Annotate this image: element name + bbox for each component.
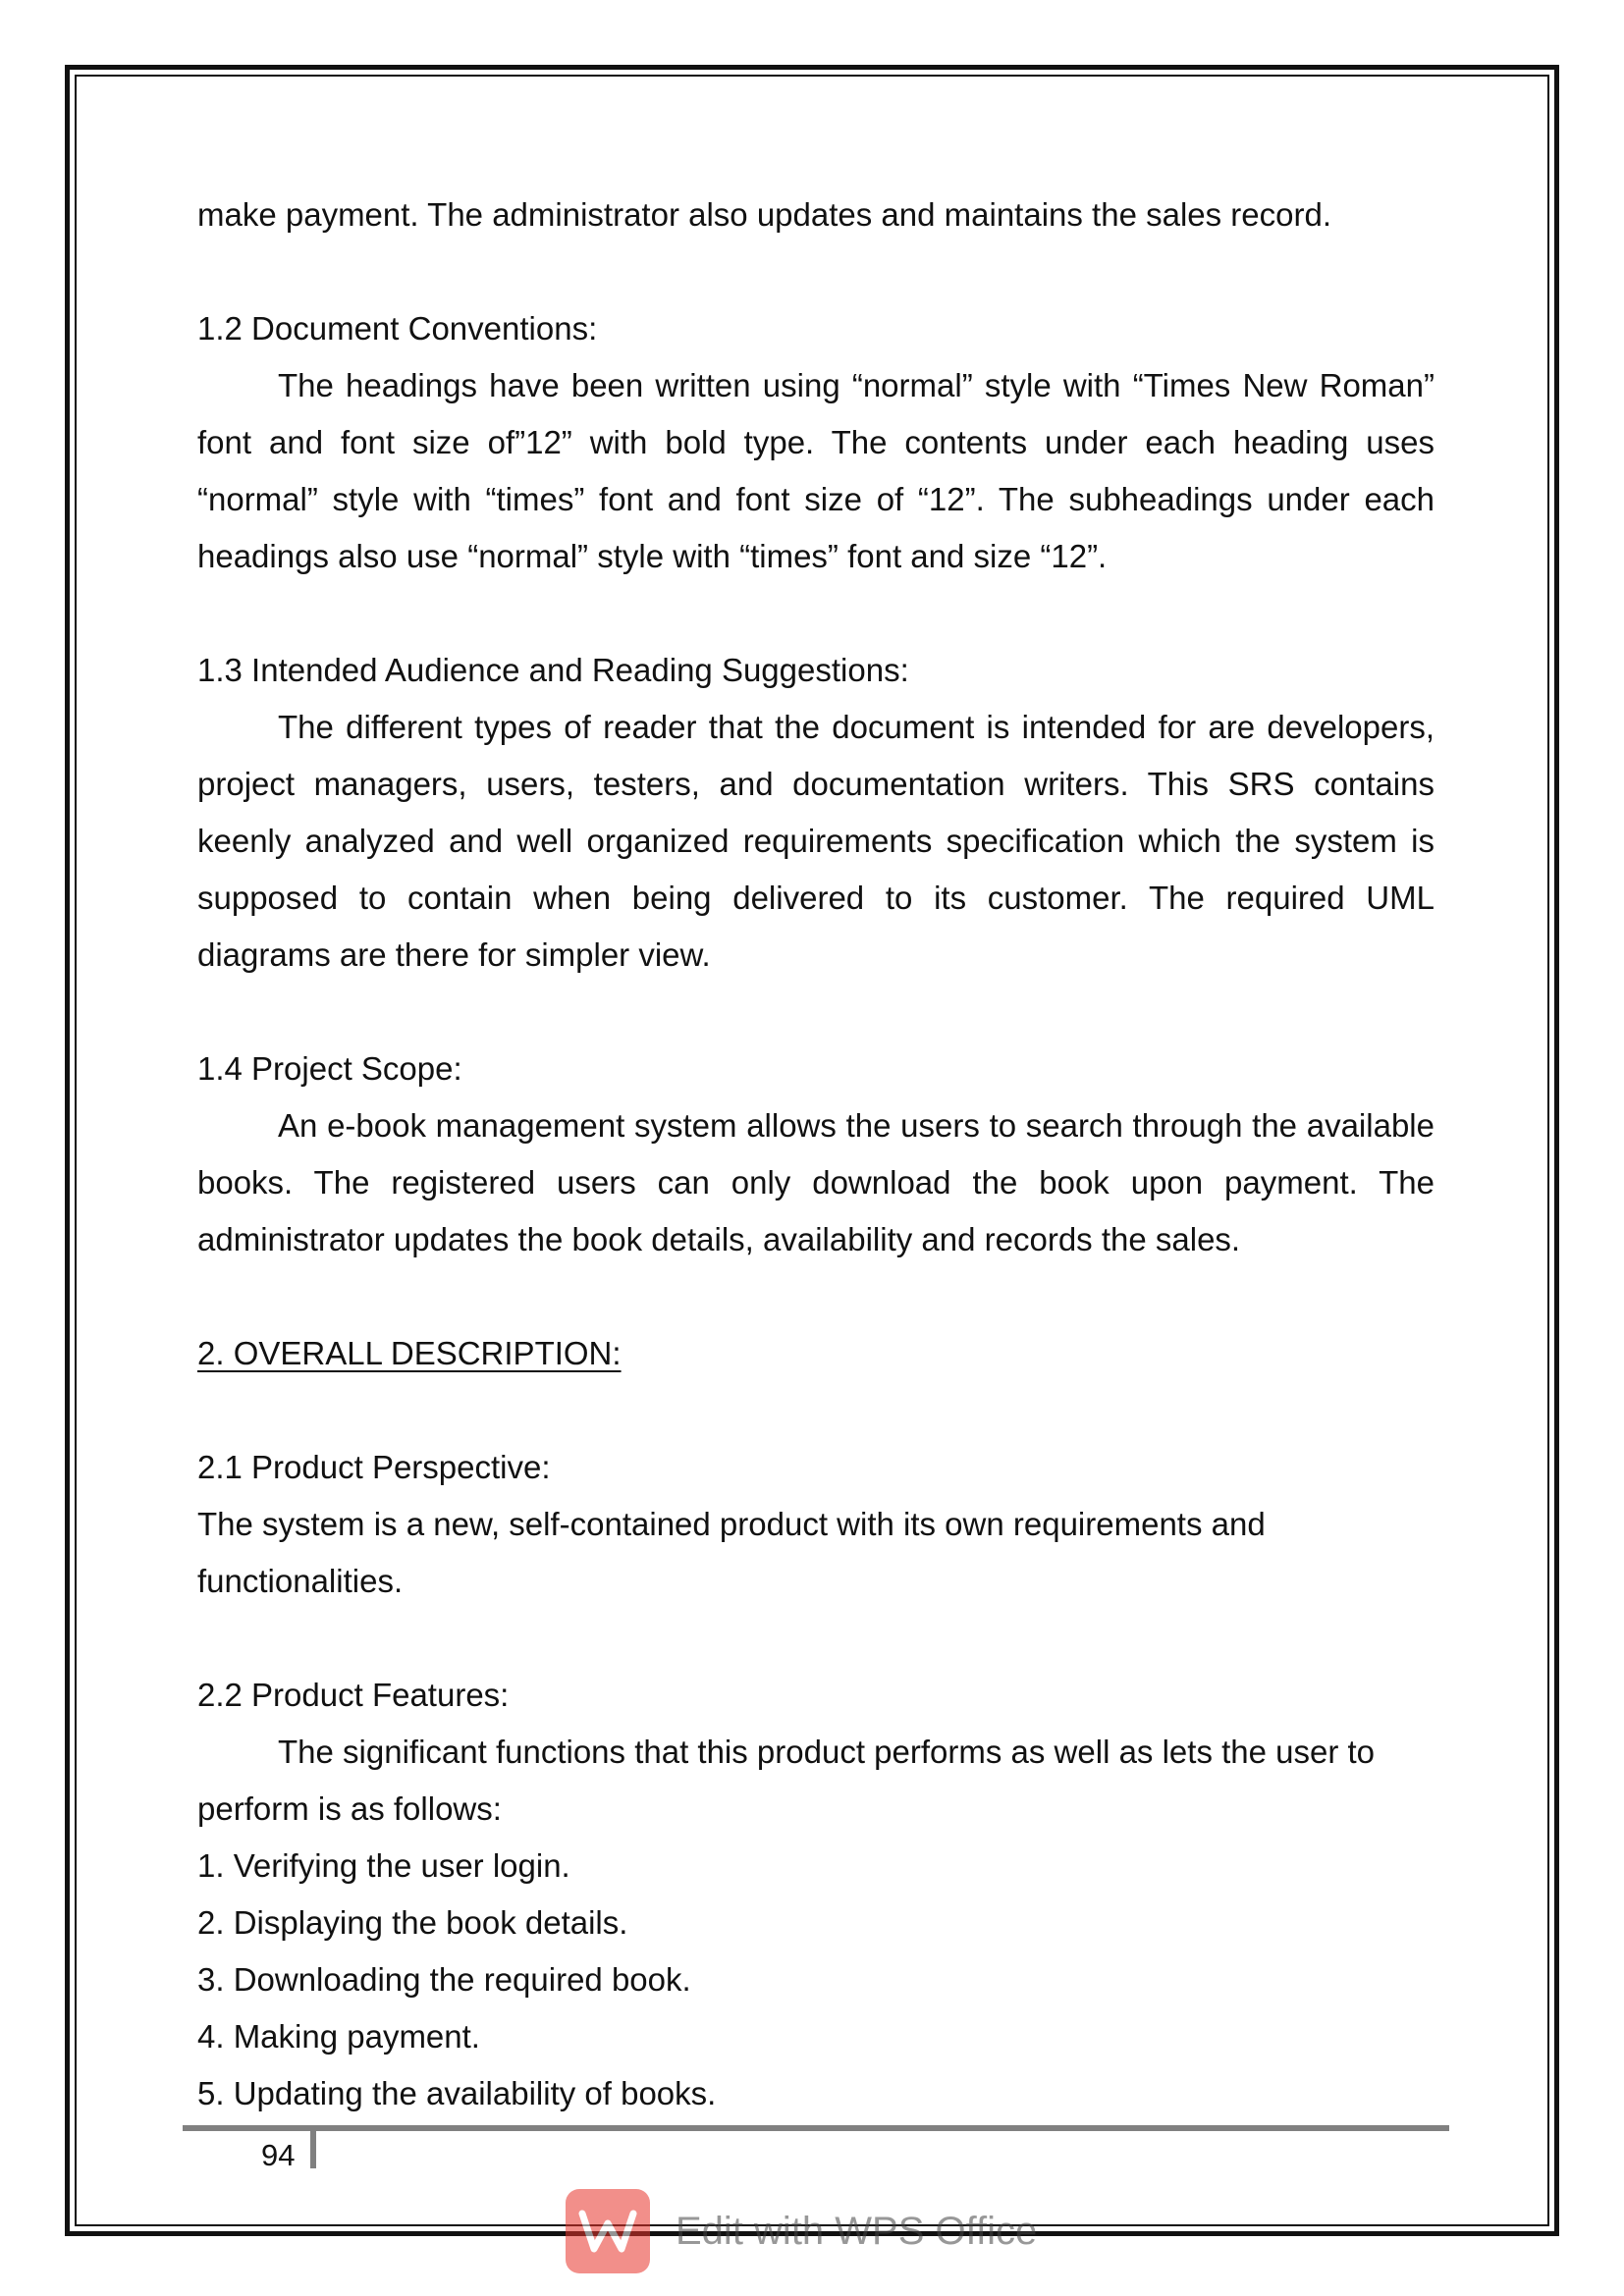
footer-rule <box>183 2125 1449 2131</box>
paragraph-project-scope: An e-book management system allows the users to search through the available books. The registered users can only download the book upon payment. The administrator updates the book details, availability and records the sales. <box>197 1107 1435 1257</box>
list-item: 5. Updating the availability of books. <box>197 2075 717 2111</box>
feature-list <box>197 1838 1435 2122</box>
page-number: 94 <box>261 2138 296 2172</box>
heading-product-features: 2.2 Product Features: <box>197 1677 510 1713</box>
list-item: 3. Downloading the required book. <box>197 1961 691 1998</box>
list-item: 1. Verifying the user login. <box>197 1847 570 1884</box>
paragraph-continuation: make payment. The administrator also updates and maintains the sales record. <box>197 196 1331 233</box>
paragraph-product-perspective: The system is a new, self-contained product with its own requirements and functionalities. <box>197 1506 1266 1599</box>
heading-overall-description: 2. OVERALL DESCRIPTION: <box>197 1335 622 1371</box>
heading-project-scope: 1.4 Project Scope: <box>197 1050 462 1087</box>
heading-product-perspective: 2.1 Product Perspective: <box>197 1449 551 1485</box>
heading-intended-audience: 1.3 Intended Audience and Reading Suggestions: <box>197 652 909 688</box>
paragraph-document-conventions: The headings have been written using “normal” style with “Times New Roman” font and font size of”12” with bold type. The contents under each heading uses “normal” style with “times” font and font size of “12”. The subheadings under each headings also use “normal” style with “times” font and size “12”. <box>197 367 1435 574</box>
wps-watermark[interactable] <box>566 2189 1037 2273</box>
paragraph-intended-audience: The different types of reader that the document is intended for are developers, project managers, users, testers, and documentation writers. This SRS contains keenly analyzed and well organized requirements specification which the system is supposed to contain when being delivered to its customer. The required UML diagrams are there for simpler view. <box>197 709 1435 973</box>
page-number-divider <box>310 2131 316 2168</box>
wps-watermark-text: Edit with WPS Office <box>676 2209 1038 2253</box>
wps-logo-icon <box>566 2189 650 2273</box>
list-item: 2. Displaying the book details. <box>197 1904 628 1941</box>
heading-document-conventions: 1.2 Document Conventions: <box>197 310 598 347</box>
paragraph-product-features: The significant functions that this product performs as well as lets the user to perform is as follows: <box>197 1734 1376 1827</box>
document-body <box>197 187 1435 2122</box>
list-item: 4. Making payment. <box>197 2018 480 2055</box>
